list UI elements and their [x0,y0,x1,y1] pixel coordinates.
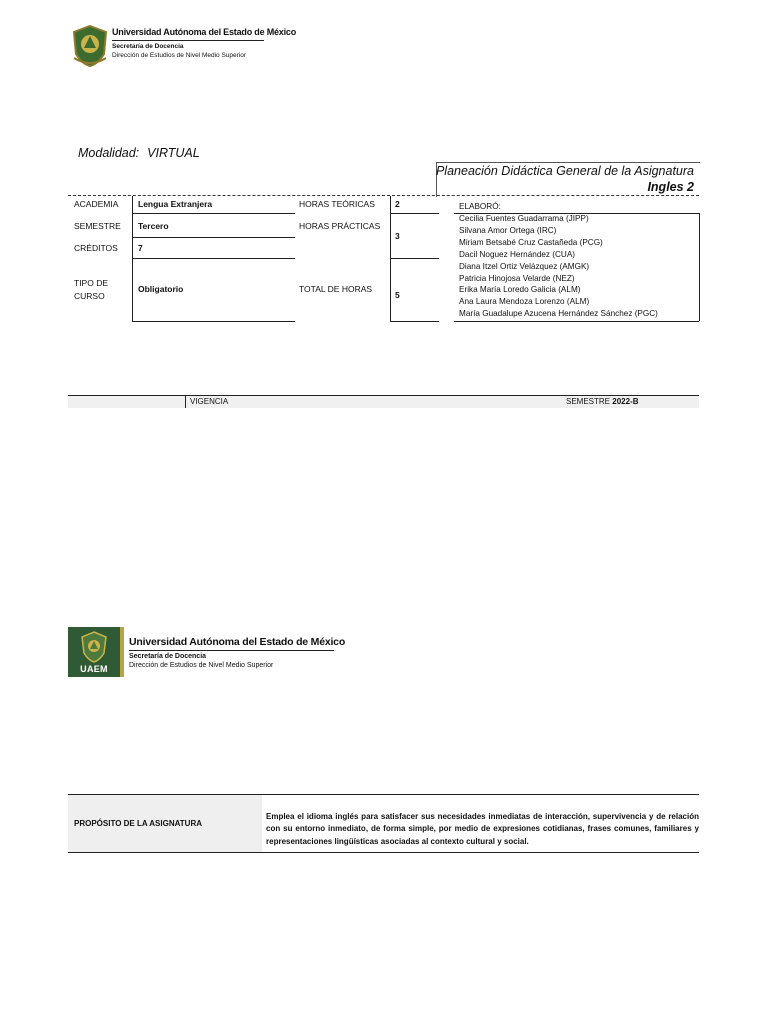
proposito-bottom-border [68,852,699,853]
logo-divider [129,650,334,651]
elaboro-name: Diana Itzel Ortiz Velázquez (AMGK) [459,261,590,271]
elaboro-name: Ana Laura Mendoza Lorenzo (ALM) [459,297,590,307]
row-divider [132,258,295,259]
semestre-label: SEMESTRE [74,221,121,231]
tipo-label-2: CURSO [74,291,105,301]
modalidad-value: VIRTUAL [147,146,200,160]
university-name: Universidad Autónoma del Estado de México [129,636,346,648]
vigencia-label: VIGENCIA [190,397,229,406]
horas-practicas-value: 3 [395,231,400,241]
secretaria: Secretaría de Docencia [112,43,184,50]
proposito-top-border [68,794,699,795]
elaboro-name: Miriam Betsabé Cruz Castañeda (PCG) [459,237,603,247]
secretaria: Secretaría de Docencia [129,653,207,660]
header-logo [68,22,297,70]
elaboro-bottom [454,321,699,322]
total-horas-value: 5 [395,290,400,300]
horas-teoricas-value: 2 [395,199,400,209]
vigencia-semestre [566,397,639,406]
direccion: Dirección de Estudios de Nivel Medio Superior [129,662,274,669]
elaboro-name: Dacil Noguez Hernández (CUA) [459,249,576,259]
elaboro-name: María Guadalupe Azucena Hernández Sánchez (PGC) [459,309,658,319]
creditos-label: CRÉDITOS [74,243,118,253]
horas-teoricas-label: HORAS TEÓRICAS [299,199,375,209]
total-horas-label: TOTAL DE HORAS [299,284,373,294]
creditos-value: 7 [138,243,143,253]
elaboro-label: ELABORÓ: [459,202,501,211]
academia-label: ACADEMIA [74,199,119,209]
direccion: Dirección de Estudios de Nivel Medio Superior [112,52,247,59]
proposito-text: Emplea el idioma inglés para satisfacer sus necesidades inmediatas de interacción, supervivencia y de relación con su entorno inmediato, de forma simple, por medio de expresiones cotidianas, frases comunes, familiares y representaciones lingüísticas asociadas al contexto cultural y social. [266,812,699,846]
vigencia-bar [68,395,699,408]
elaboro-list [459,213,658,320]
document-title: Planeación Didáctica General de la Asignatura [435,164,694,178]
row-divider [132,321,295,322]
subject-name: Ingles 2 [647,180,694,194]
tipo-label-1: TIPO DE [74,278,109,288]
row-divider [132,237,295,238]
elaboro-border-right [699,213,700,321]
row-divider [390,213,439,214]
horas-practicas-label: HORAS PRÁCTICAS [299,221,381,231]
elaboro-name: Patricia Hinojosa Velarde (NEZ) [459,273,575,283]
logo-green-panel [68,627,120,677]
row-divider [390,321,439,322]
uaem-badge: UAEM [80,664,108,674]
logo-gold-stripe [120,627,124,677]
title-box [436,162,700,197]
row-divider [390,258,439,259]
row-divider [132,213,295,214]
university-name: Universidad Autónoma del Estado de México [112,27,297,37]
elaboro-name: Silvana Amor Ortega (IRC) [459,225,557,235]
elaboro-name: Erika María Loredo Galicia (ALM) [459,285,581,295]
vigencia-semestre-value: 2022-B [612,397,639,406]
vigencia-separator [185,396,186,408]
academia-value: Lengua Extranjera [138,199,213,209]
elaboro-name: Cecilia Fuentes Guadarrama (JIPP) [459,214,589,223]
university-seal-icon [80,631,108,663]
proposito-label: PROPÓSITO DE LA ASIGNATURA [74,819,203,828]
semestre-value: Tercero [138,221,169,231]
uaem-logo [68,627,346,677]
vigencia-semestre-label: SEMESTRE [566,397,611,406]
tipo-value: Obligatorio [138,284,184,294]
dashed-divider [68,195,699,196]
header-divider [112,40,264,41]
modalidad [78,146,208,160]
university-seal-icon [70,24,110,68]
modalidad-label: Modalidad: [78,146,140,160]
